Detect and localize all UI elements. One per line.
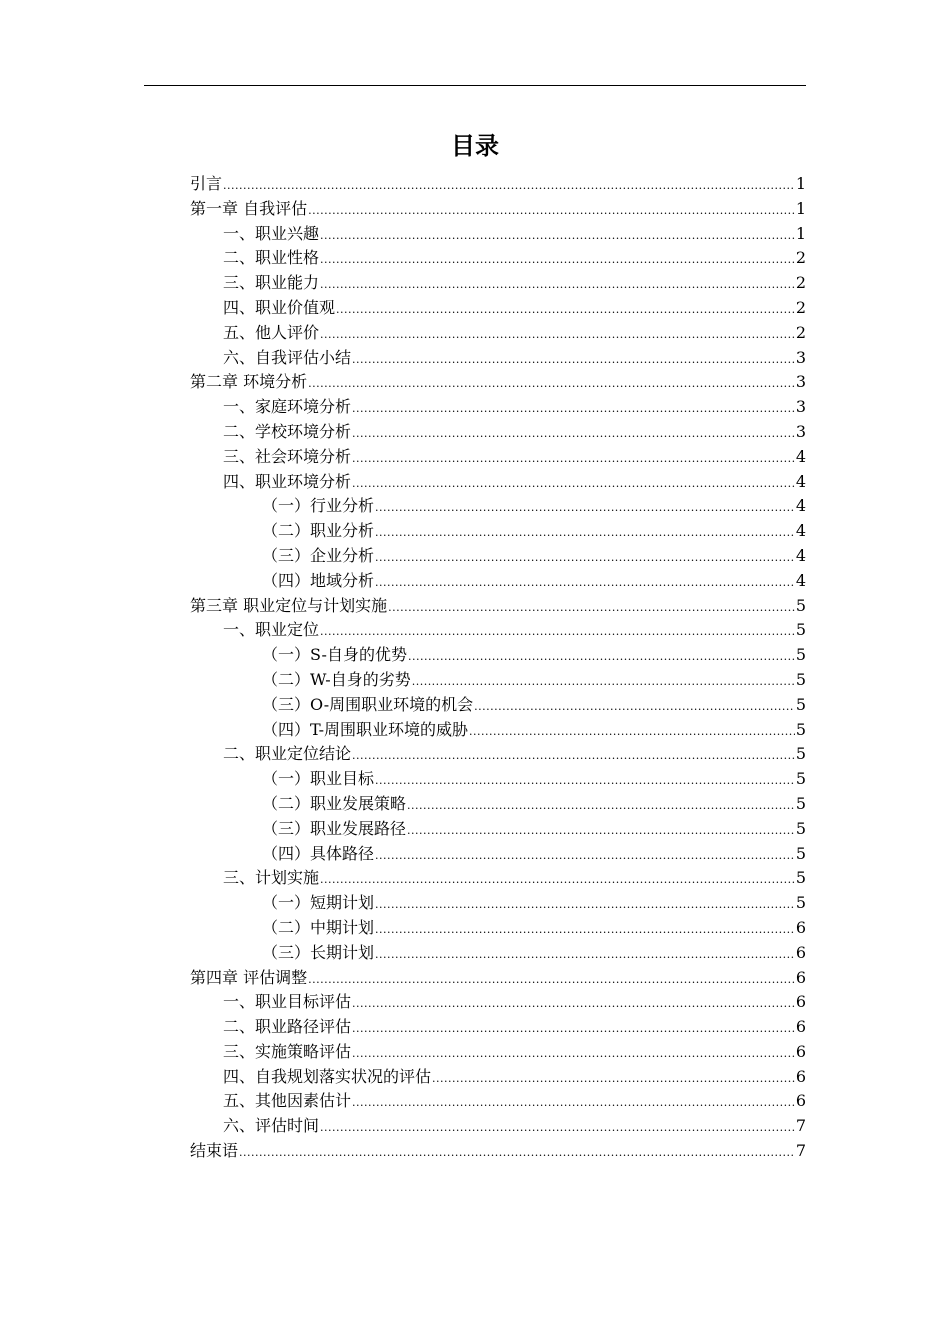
toc-entry-page-number: 6 (795, 1041, 806, 1061)
toc-entry-page-number: 1 (795, 198, 806, 218)
toc-entry-label: 三、社会环境分析 (223, 446, 352, 466)
toc-entry-page-number: 5 (795, 694, 806, 714)
toc-entry[interactable] (190, 767, 806, 792)
toc-entry-label: 第四章 评估调整 (190, 967, 308, 987)
toc-dot-leader (375, 918, 795, 943)
toc-entry-page-number: 4 (795, 446, 806, 466)
toc-entry-label: （三）企业分析 (262, 545, 375, 565)
toc-entry-label: 三、计划实施 (223, 868, 320, 888)
toc-entry-label: 第二章 环境分析 (190, 372, 308, 392)
toc-dot-leader (320, 248, 795, 273)
toc-entry[interactable] (190, 395, 806, 420)
toc-entry-label: 六、自我评估小结 (223, 347, 352, 367)
toc-entry-label: （三）长期计划 (262, 942, 375, 962)
toc-entry[interactable] (190, 817, 806, 842)
toc-dot-leader (352, 1091, 795, 1116)
toc-entry-label: （四）地域分析 (262, 570, 375, 590)
toc-dot-leader (320, 868, 795, 893)
toc-entry-page-number: 5 (795, 843, 806, 863)
toc-entry[interactable] (190, 1114, 806, 1139)
toc-dot-leader (223, 174, 795, 199)
toc-entry[interactable] (190, 494, 806, 519)
toc-entry[interactable] (190, 1139, 806, 1164)
toc-dot-leader (412, 670, 795, 695)
toc-entry[interactable] (190, 1065, 806, 1090)
toc-dot-leader (352, 1042, 795, 1067)
toc-entry[interactable] (190, 966, 806, 991)
toc-dot-leader (375, 769, 795, 794)
toc-entry-page-number: 6 (795, 1066, 806, 1086)
toc-dot-leader (320, 620, 795, 645)
toc-entry-label: 二、职业性格 (223, 248, 320, 268)
toc-entry[interactable] (190, 693, 806, 718)
toc-entry-label: 三、实施策略评估 (223, 1041, 352, 1061)
toc-entry[interactable] (190, 1089, 806, 1114)
toc-entry[interactable] (190, 618, 806, 643)
toc-entry[interactable] (190, 742, 806, 767)
toc-entry-label: 一、职业兴趣 (223, 223, 320, 243)
toc-entry-label: 第一章 自我评估 (190, 198, 308, 218)
toc-entry-label: 二、职业路径评估 (223, 1017, 352, 1037)
toc-entry[interactable] (190, 990, 806, 1015)
toc-dot-leader (352, 1017, 795, 1042)
toc-dot-leader (308, 968, 795, 993)
toc-entry-label: （三）O-周围职业环境的机会 (262, 694, 474, 714)
toc-entry-label: 六、评估时间 (223, 1116, 320, 1136)
toc-entry-label: （四）具体路径 (262, 843, 375, 863)
toc-entry-label: （三）职业发展路径 (262, 818, 407, 838)
toc-dot-leader (375, 844, 795, 869)
toc-entry[interactable] (190, 222, 806, 247)
toc-entry[interactable] (190, 296, 806, 321)
toc-entry-label: （二）职业分析 (262, 521, 375, 541)
toc-entry[interactable] (190, 866, 806, 891)
toc-entry-label: （一）职业目标 (262, 769, 375, 789)
toc-dot-leader (352, 992, 795, 1017)
toc-entry-page-number: 5 (795, 595, 806, 615)
toc-dot-leader (407, 794, 795, 819)
toc-entry-label: 二、职业定位结论 (223, 744, 352, 764)
toc-entry-label: 一、职业定位 (223, 620, 320, 640)
toc-dot-leader (375, 521, 795, 546)
toc-entry-page-number: 1 (795, 174, 806, 193)
toc-dot-leader (375, 943, 795, 968)
toc-entry[interactable] (190, 1015, 806, 1040)
toc-entry-page-number: 4 (795, 545, 806, 565)
toc-entry-label: （二）W-自身的劣势 (262, 669, 411, 689)
toc-entry-page-number: 4 (795, 521, 806, 541)
toc-entry-page-number: 3 (795, 372, 806, 392)
toc-dot-leader (375, 571, 795, 596)
toc-entry[interactable] (190, 370, 806, 395)
toc-entry-label: 五、其他因素估计 (223, 1091, 352, 1111)
toc-entry-label: （一）行业分析 (262, 496, 375, 516)
toc-dot-leader (352, 744, 795, 769)
toc-entry-label: 引言 (190, 174, 223, 193)
toc-entry-label: （二）中期计划 (262, 917, 375, 937)
toc-entry-page-number: 6 (795, 917, 806, 937)
toc-entry[interactable] (190, 594, 806, 619)
toc-entry-label: 第三章 职业定位与计划实施 (190, 595, 388, 615)
toc-dot-leader (308, 199, 795, 224)
toc-entry-page-number: 6 (795, 967, 806, 987)
toc-entry-label: 四、职业环境分析 (223, 471, 352, 491)
toc-entry-page-number: 3 (795, 421, 806, 441)
toc-entry-page-number: 7 (795, 1116, 806, 1136)
toc-entry-page-number: 6 (795, 942, 806, 962)
toc-entry[interactable] (190, 891, 806, 916)
toc-entry-page-number: 6 (795, 992, 806, 1012)
toc-entry[interactable] (190, 668, 806, 693)
toc-entry-label: 四、自我规划落实状况的评估 (223, 1066, 432, 1086)
toc-entry-page-number: 5 (795, 645, 806, 665)
toc-entry[interactable] (190, 246, 806, 271)
toc-entry[interactable] (190, 544, 806, 569)
table-of-contents (190, 172, 806, 1164)
toc-dot-leader (469, 720, 795, 745)
toc-dot-leader (239, 1141, 795, 1166)
toc-entry-page-number: 3 (795, 397, 806, 417)
toc-entry-page-number: 2 (795, 273, 806, 293)
toc-dot-leader (320, 1116, 795, 1141)
toc-entry-page-number: 5 (795, 719, 806, 739)
toc-entry-page-number: 5 (795, 669, 806, 689)
toc-entry-label: （一）S-自身的优势 (262, 645, 407, 665)
toc-entry-page-number: 2 (795, 297, 806, 317)
toc-entry[interactable] (190, 470, 806, 495)
toc-dot-leader (408, 645, 795, 670)
toc-dot-leader (407, 819, 795, 844)
toc-entry-page-number: 5 (795, 620, 806, 640)
toc-entry[interactable] (190, 1040, 806, 1065)
toc-dot-leader (320, 323, 795, 348)
toc-entry-page-number: 3 (795, 347, 806, 367)
toc-dot-leader (352, 447, 795, 472)
toc-entry-label: （一）短期计划 (262, 893, 375, 913)
toc-entry-page-number: 6 (795, 1091, 806, 1111)
toc-dot-leader (375, 546, 795, 571)
toc-dot-leader (388, 596, 795, 621)
toc-entry[interactable] (190, 643, 806, 668)
toc-entry-page-number: 5 (795, 769, 806, 789)
toc-entry-label: （二）职业发展策略 (262, 793, 407, 813)
toc-entry-label: （四）T-周围职业环境的威胁 (262, 719, 469, 739)
toc-dot-leader (320, 273, 795, 298)
toc-entry-page-number: 4 (795, 496, 806, 516)
toc-entry-page-number: 4 (795, 570, 806, 590)
toc-entry[interactable] (190, 445, 806, 470)
toc-entry-label: 三、职业能力 (223, 273, 320, 293)
toc-entry[interactable] (190, 321, 806, 346)
toc-entry[interactable] (190, 519, 806, 544)
toc-entry[interactable] (190, 346, 806, 371)
toc-entry[interactable] (190, 718, 806, 743)
toc-dot-leader (375, 496, 795, 521)
toc-entry[interactable] (190, 941, 806, 966)
toc-entry-label: 结束语 (190, 1141, 239, 1161)
toc-entry-page-number: 5 (795, 818, 806, 838)
toc-dot-leader (320, 224, 795, 249)
toc-entry-page-number: 5 (795, 744, 806, 764)
toc-entry-label: 一、职业目标评估 (223, 992, 352, 1012)
toc-dot-leader (474, 695, 795, 720)
toc-entry[interactable] (190, 271, 806, 296)
toc-dot-leader (352, 348, 795, 373)
header-rule (144, 85, 806, 86)
toc-entry-page-number: 2 (795, 248, 806, 268)
toc-entry-page-number: 1 (795, 223, 806, 243)
toc-entry[interactable] (190, 842, 806, 867)
toc-entry-page-number: 2 (795, 322, 806, 342)
toc-entry-label: 一、家庭环境分析 (223, 397, 352, 417)
toc-entry-label: 二、学校环境分析 (223, 421, 352, 441)
toc-dot-leader (336, 298, 795, 323)
toc-entry[interactable] (190, 569, 806, 594)
toc-entry-page-number: 5 (795, 868, 806, 888)
toc-entry-page-number: 4 (795, 471, 806, 491)
toc-dot-leader (352, 397, 795, 422)
toc-entry-page-number: 5 (795, 893, 806, 913)
toc-entry[interactable] (190, 197, 806, 222)
toc-entry[interactable] (190, 792, 806, 817)
toc-entry-page-number: 7 (795, 1141, 806, 1161)
toc-entry[interactable] (190, 172, 806, 197)
toc-entry-page-number: 6 (795, 1017, 806, 1037)
toc-entry-label: 五、他人评价 (223, 322, 320, 342)
toc-dot-leader (352, 472, 795, 497)
toc-dot-leader (352, 422, 795, 447)
toc-entry-page-number: 5 (795, 793, 806, 813)
toc-dot-leader (375, 893, 795, 918)
toc-dot-leader (308, 372, 795, 397)
toc-dot-leader (432, 1067, 795, 1092)
toc-entry-label: 四、职业价值观 (223, 297, 336, 317)
toc-entry[interactable] (190, 420, 806, 445)
toc-entry[interactable] (190, 916, 806, 941)
toc-title: 目录 (451, 132, 499, 160)
